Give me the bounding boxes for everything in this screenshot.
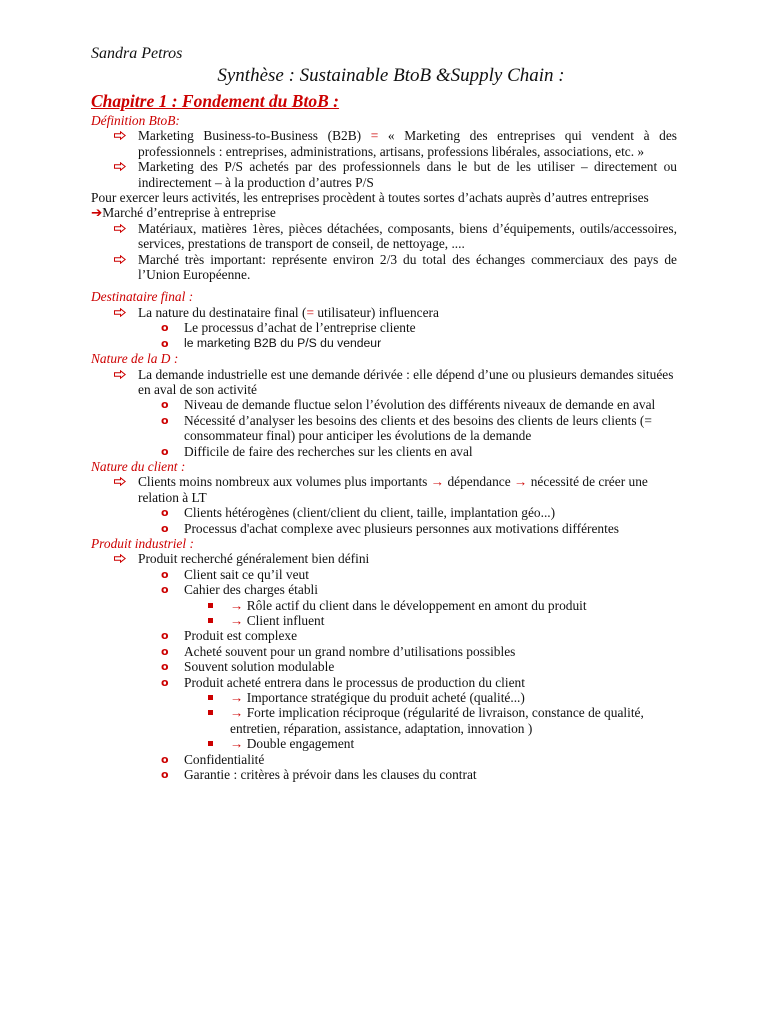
market-list bbox=[91, 221, 677, 283]
arrow-bullet-icon bbox=[114, 305, 130, 320]
circle-bullet-icon: o bbox=[161, 629, 169, 643]
square-bullet-icon bbox=[208, 741, 213, 746]
list-item: → Importance stratégique du produit acheté (qualité...) bbox=[91, 690, 677, 705]
list-item: o Le processus d’achat de l’entreprise cliente bbox=[161, 320, 416, 336]
right-arrow-icon: → bbox=[230, 597, 244, 613]
list-item: o Clients hétérogènes (client/client du client, taille, implantation géo...) bbox=[161, 505, 556, 521]
list-item: Marché très important: représente environ 2/3 du total des échanges commerciaux des pays de l’Union Européenne. bbox=[91, 252, 677, 283]
nature-client-list bbox=[91, 474, 677, 536]
paragraph-market: ➔Marché d’entreprise à entreprise bbox=[91, 205, 276, 221]
circle-bullet-icon: o bbox=[161, 398, 169, 412]
list-item: o Acheté souvent pour un grand nombre d’utilisations possibles bbox=[161, 643, 516, 659]
square-bullet-icon bbox=[208, 603, 213, 608]
list-item: o Niveau de demande fluctue selon l’évolution des différents niveaux de demande en aval bbox=[161, 397, 656, 413]
produit-list bbox=[91, 551, 677, 782]
document-page bbox=[91, 44, 677, 782]
circle-bullet-icon: o bbox=[161, 567, 169, 581]
arrow-bullet-icon bbox=[114, 551, 130, 566]
circle-bullet-icon: o bbox=[161, 768, 169, 782]
list-item: Produit recherché généralement bien défini bbox=[91, 551, 677, 566]
section-definition-heading: Définition BtoB: bbox=[91, 113, 180, 128]
author-name: Sandra Petros bbox=[91, 45, 183, 62]
circle-bullet-icon: o bbox=[161, 583, 169, 597]
destinataire-list bbox=[91, 305, 677, 351]
list-item: o Difficile de faire des recherches sur les clients en aval bbox=[161, 443, 473, 459]
section-destinataire-heading: Destinataire final : bbox=[91, 289, 194, 305]
right-arrow-icon: → bbox=[230, 613, 244, 628]
arrow-bullet-icon bbox=[114, 367, 130, 382]
right-arrow-icon: → bbox=[230, 705, 244, 721]
list-item: Marketing des P/S achetés par des professionnels dans le but de les utiliser – directement ou indirectement – à la production d’autres P/S bbox=[91, 159, 677, 190]
circle-bullet-icon: o bbox=[161, 336, 169, 350]
list-item: La demande industrielle est une demande dérivée : elle dépend d’une ou plusieurs demandes situées en aval de son activité bbox=[91, 367, 677, 398]
list-item: → Double engagement bbox=[91, 736, 677, 751]
chapter-1-title: Chapitre 1 : Fondement du BtoB : bbox=[91, 91, 339, 111]
circle-bullet-icon: o bbox=[161, 660, 169, 674]
arrow-bullet-icon bbox=[114, 221, 130, 236]
list-item: Clients moins nombreux aux volumes plus importants → dépendance → nécessité de créer une relation à LT bbox=[91, 474, 677, 505]
list-item: o Confidentialité bbox=[161, 751, 265, 767]
list-item: o Souvent solution modulable bbox=[161, 659, 335, 675]
circle-bullet-icon: o bbox=[161, 521, 169, 535]
list-item: o le marketing B2B du P/S du vendeur bbox=[161, 335, 382, 350]
square-bullet-icon bbox=[208, 695, 213, 700]
list-item: → Client influent bbox=[91, 613, 677, 628]
right-arrow-icon: → bbox=[230, 736, 244, 752]
list-item: o Produit est complexe bbox=[161, 628, 298, 644]
circle-bullet-icon: o bbox=[161, 752, 169, 766]
right-arrow-icon: → bbox=[514, 474, 528, 490]
circle-bullet-icon: o bbox=[161, 644, 169, 658]
right-arrow-icon: → bbox=[430, 474, 445, 490]
arrow-bullet-icon bbox=[114, 159, 130, 174]
list-item: La nature du destinataire final (= utilisateur) influencera bbox=[91, 305, 677, 320]
list-item: o Client sait ce qu’il veut bbox=[161, 566, 309, 582]
arrow-bullet-icon bbox=[114, 252, 130, 267]
section-nature-client-heading: Nature du client : bbox=[91, 458, 186, 474]
arrow-bullet-icon bbox=[114, 128, 130, 143]
document-title: Synthèse : Sustainable BtoB &Supply Chain : bbox=[217, 65, 565, 86]
arrow-bullet-icon bbox=[114, 474, 130, 489]
list-item: → Forte implication réciproque (régularité de livraison, constance de qualité, entretien, réparation, assistance, adaptation, innovation ) bbox=[91, 705, 677, 736]
circle-bullet-icon: o bbox=[161, 506, 169, 520]
paragraph-intro: Pour exercer leurs activités, les entreprises procèdent à toutes sortes d’achats auprès d’autres entreprises bbox=[91, 190, 649, 206]
square-bullet-icon bbox=[208, 618, 213, 623]
list-item: Marketing Business-to-Business (B2B) = « Marketing des entreprises qui vendent à des professionnels : entreprises, administrations, artisans, professions libérales, associations, etc. » bbox=[91, 128, 677, 159]
list-item: o Produit acheté entrera dans le processus de production du client bbox=[161, 674, 525, 690]
section-nature-d-heading: Nature de la D : bbox=[91, 351, 179, 367]
circle-bullet-icon: o bbox=[161, 413, 169, 427]
circle-bullet-icon: o bbox=[161, 675, 169, 689]
section-produit-heading: Produit industriel : bbox=[91, 535, 194, 551]
list-item: o Processus d'achat complexe avec plusieurs personnes aux motivations différentes bbox=[161, 520, 620, 536]
nature-d-list bbox=[91, 367, 677, 459]
list-item: Matériaux, matières 1ères, pièces détachées, composants, biens d’équipements, outils/accessoires, services, prestations de transport de conseil, de nettoyage, .... bbox=[91, 221, 677, 252]
list-item: → Rôle actif du client dans le développement en amont du produit bbox=[91, 598, 677, 613]
list-item: o Nécessité d’analyser les besoins des clients et des besoins des clients de leurs clients (= consommateur final) pour anticiper les évolutions de la demande bbox=[161, 412, 652, 444]
circle-bullet-icon: o bbox=[161, 321, 169, 335]
list-item: o Garantie : critères à prévoir dans les clauses du contrat bbox=[161, 767, 477, 783]
right-arrow-icon: ➔ bbox=[91, 205, 103, 221]
circle-bullet-icon: o bbox=[161, 444, 169, 458]
definition-list bbox=[91, 128, 677, 190]
right-arrow-icon: → bbox=[230, 690, 244, 706]
list-item: o Cahier des charges établi bbox=[161, 582, 318, 598]
square-bullet-icon bbox=[208, 710, 213, 715]
